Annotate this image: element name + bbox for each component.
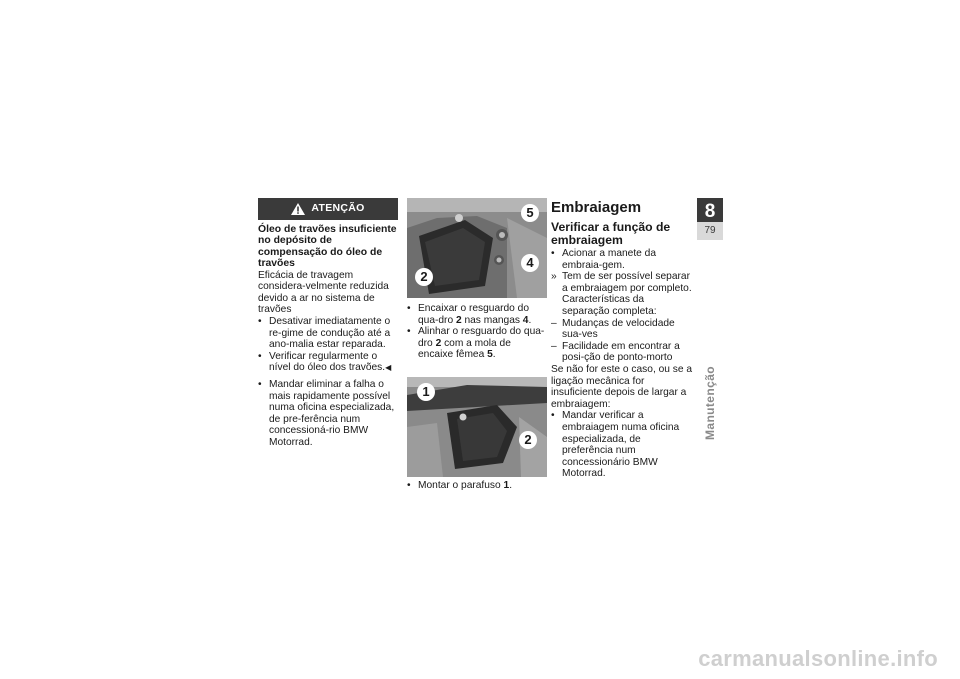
- steps-list-2: [407, 480, 547, 492]
- warning-column: [258, 198, 398, 449]
- chapter-number: 8: [704, 201, 716, 222]
- procedure-column: [407, 198, 547, 492]
- list-item: • Alinhar o resguardo do qua-dro 2 com a mola de encaixe fêmea 5.: [407, 326, 545, 361]
- warning-triangle-icon: [291, 203, 305, 215]
- list-item: • Mandar verificar a embraiagem numa oficina especializada, de preferência num concessionário BMW Motorrad.: [551, 410, 680, 480]
- watermark: carmanualsonline.info: [698, 646, 938, 671]
- clutch-column: [551, 198, 693, 480]
- list-item: • Mandar eliminar a falha o mais rapidamente possível numa oficina especializada, de pre-ferência num concessioná-rio BMW Motorrad.: [258, 378, 395, 448]
- list-item: • Montar o parafuso 1.: [407, 479, 513, 491]
- warning-text: Eficácia de travagem considera-velmente reduzida devido a ar no sistema de travões: [258, 269, 389, 316]
- callout-2: 2: [415, 268, 433, 286]
- warning-title: Óleo de travões insuficiente no depósito de compensação do óleo de travões: [258, 224, 397, 270]
- warning-banner: [258, 198, 398, 220]
- dash-item: – Mudanças de velocidade sua-ves: [551, 317, 675, 341]
- list-item: • Acionar a manete da embraia-gem.: [551, 248, 657, 271]
- warning-actions: [258, 316, 398, 449]
- note-text: Se não for este o caso, ou se a ligação mecânica for insuficiente depois de largar a embraiagem:: [551, 363, 693, 410]
- section-title: Embraiagem: [551, 199, 642, 216]
- callout-5: 5: [521, 204, 539, 222]
- callout-4: 4: [521, 254, 539, 272]
- callout-2b: 2: [519, 431, 537, 449]
- clutch-steps: [551, 248, 693, 364]
- frame-cover-photo-1: [407, 198, 547, 298]
- final-step: [551, 410, 693, 480]
- list-item: • Encaixar o resguardo do qua-dro 2 nas mangas 4.: [407, 303, 532, 326]
- chapter-tab: [697, 198, 723, 240]
- steps-list-1: [407, 303, 547, 361]
- callout-1: 1: [417, 383, 435, 401]
- warning-label: ATENÇÃO: [311, 202, 365, 215]
- frame-cover-photo-2: [407, 377, 547, 477]
- result-item: » Tem de ser possível separar a embraiagem por completo. Características da separação completa:: [551, 271, 692, 317]
- subsection-title: Verificar a função de embraiagem: [551, 220, 671, 247]
- list-item: • Verificar regularmente o nível do óleo dos travões.◀: [258, 350, 392, 374]
- section-vertical-label: Manutenção: [703, 366, 717, 441]
- list-item: • Desativar imediatamente o re-gime de condução até a ano-malia estar reparada.: [258, 316, 391, 351]
- end-marker-icon: ◀: [385, 363, 392, 373]
- page-number: 79: [697, 222, 723, 240]
- dash-item: – Facilidade em encontrar a posi-ção de ponto-morto: [551, 340, 680, 364]
